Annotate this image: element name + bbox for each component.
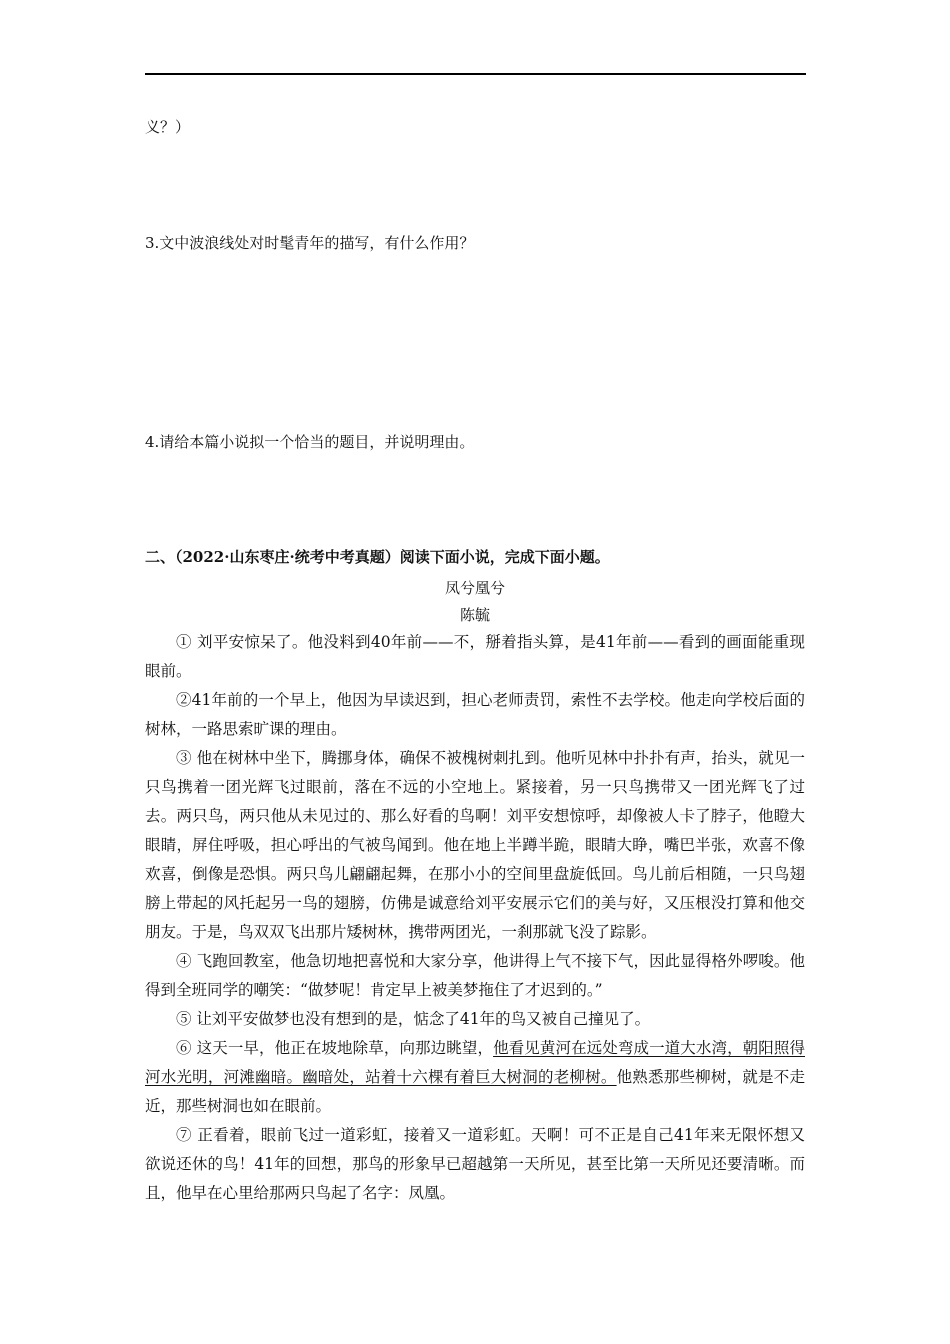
- question-continuation: 义？）: [145, 118, 191, 136]
- story-author: 陈毓: [459, 606, 490, 624]
- paragraph-1: ① 刘平安惊呆了。他没料到40年前——不，掰着指头算，是41年前——看到的画面能重现眼前。: [145, 633, 805, 680]
- section-heading: 二、（2022·山东枣庄·统考中考真题）阅读下面小说，完成下面小题。: [145, 548, 610, 566]
- paragraph-7: ⑦ 正看着，眼前飞过一道彩虹，接着又一道彩虹。天啊！可不正是自己41年来无限怀想又欲说还休的鸟！41年的回想，那鸟的形象早已超越第一天所见，甚至比第一天所见还要清晰。而且，他早在心里给那两只鸟起了名字：凤凰。: [145, 1126, 805, 1202]
- question-4: 4.请给本篇小说拟一个恰当的题目，并说明理由。: [145, 433, 475, 451]
- paragraph-4: ④ 飞跑回教室，他急切地把喜悦和大家分享，他讲得上气不接下气，因此显得格外啰唆。他得到全班同学的嘲笑：“做梦呢！肯定早上被美梦拖住了才迟到的。”: [145, 952, 805, 999]
- header-rule: [145, 73, 806, 75]
- paragraph-3: ③ 他在树林中坐下，腾挪身体，确保不被槐树刺扎到。他听见林中扑扑有声，抬头，就见一只鸟携着一团光辉飞过眼前，落在不远的小空地上。紧接着，另一只鸟携带又一团光辉飞了过去。两只鸟，两只他从未见过的、那么好看的鸟啊！刘平安想惊呼，却像被人卡了脖子，他瞪大眼睛，屏住呼吸，担心呼出的气被鸟闻到。他在地上半蹲半跪，眼睛大睁，嘴巴半张，欢喜不像欢喜，倒像是恐惧。两只鸟儿翩翩起舞，在那小小的空间里盘旋低回。鸟儿前后相随，一只鸟翅膀上带起的风托起另一鸟的翅膀，仿佛是诚意给刘平安展示它们的美与好，又压根没打算和他交朋友。于是，鸟双双飞出那片矮树林，携带两团光，一刹那就飞没了踪影。: [145, 749, 805, 941]
- paragraph-2: ②41年前的一个早上，他因为早读迟到，担心老师责罚，索性不去学校。他走向学校后面的树林，一路思索旷课的理由。: [145, 691, 805, 738]
- paragraph-5: ⑤ 让刘平安做梦也没有想到的是，惦念了41年的鸟又被自己撞见了。: [176, 1010, 651, 1028]
- underlined-passage: 他看见黄河在远处弯成一道大水湾，朝阳照得河水光明，河滩幽暗。幽暗处，站着十六棵有着巨大树洞的老柳树。: [145, 1039, 805, 1086]
- story-title: 凤兮凰兮: [444, 579, 505, 597]
- paragraph-6-intro: ⑥ 这天一早，他正在坡地除草，向那边眺望，: [176, 1039, 494, 1057]
- story-body: [145, 628, 805, 1208]
- paragraph-6-end: 他熟悉那些柳树，就是不走近，那些树洞也如在眼前。: [145, 1068, 805, 1115]
- question-3: 3.文中波浪线处对时髦青年的描写，有什么作用？: [145, 234, 475, 252]
- paragraph-6: [145, 1034, 805, 1121]
